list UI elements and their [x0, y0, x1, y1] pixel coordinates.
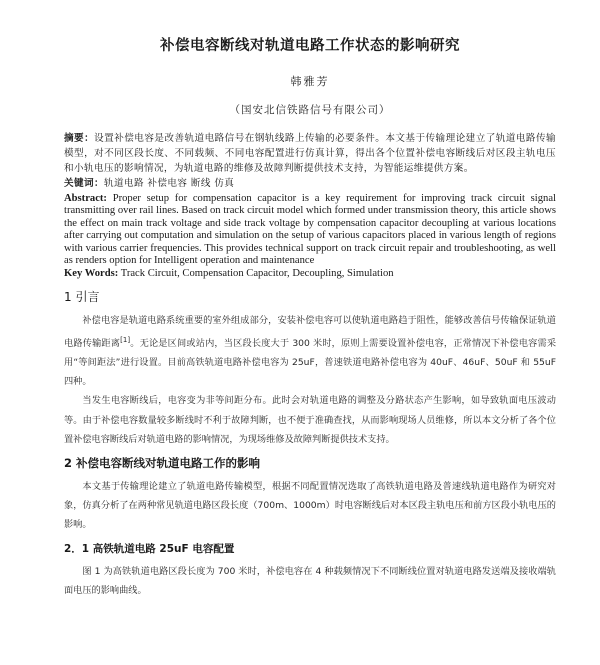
section-2-1-paragraph-1: 图 1 为高铁轨道电路区段长度为 700 米时，补偿电容在 4 种载频情况下不同断线位置对轨道电路发送端及接收端轨面电压的影响曲线。 — [64, 565, 556, 596]
abstract-cn — [64, 131, 556, 176]
keywords-cn-label: 关键词： — [64, 178, 104, 189]
paper-title: 补偿电容断线对轨道电路工作状态的影响研究 — [160, 38, 460, 54]
section-1-heading: 1 引言 — [64, 290, 100, 305]
citation-ref: [1] — [120, 335, 131, 344]
section-2-paragraph-1: 本文基于传输理论建立了轨道电路传输模型，根据不同配置情况选取了高铁轨道电路及普速线轨道电路作为研究对象，仿真分析了在两种常见轨道电路区段长度（700m、1000m）时电容断线后对本区段主轨电压和前方区段小轨电压的影响。 — [64, 480, 556, 531]
section-1-p1-part-a: 补偿电容是轨道电路系统重要的室外组成部分，安装补偿电容可以使轨道电路趋于阻性，能够改善信号传输保证轨道电路传输距离 — [64, 315, 556, 349]
abstract-en-text: Proper setup for compensation capacitor is a key requirement for improving track circuit signal transmitting over rail lines. Based on track circuit model which formed under transmission theory, this article shows the effect on main track voltage and side track voltage by compensation capacitor decoupling at various locations after carrying out computation and simulation on the setup of various capacitors placed in various length of regions with various carrier frequencies. This provides technical support on track circuit repair and troubleshooting, as well as renders option for Intelligent operation and maintenance — [64, 193, 556, 267]
section-1-paragraph-2: 当发生电容断线后，电容变为非等间距分布。此时会对轨道电路的调整及分路状态产生影响，如导致轨面电压波动等。由于补偿电容数量较多断线时不利于故障判断，也不便于准确查找，从而影响现场人员维修，所以本文分析了各个位置补偿电容断线后对轨道电路的影响情况，为现场维修及故障判断提供技术支持。 — [64, 395, 556, 445]
abstract-cn-text: 设置补偿电容是改善轨道电路信号在钢轨线路上传输的必要条件。本文基于传输理论建立了轨道电路传输模型，对不同区段长度、不同载频、不同电容配置进行仿真计算，得出各个位置补偿电容断线后对区段主轨电压和小轨电压的影响情况，为轨道电路的维修及故障判断提供技术支持，为智能运维提供方案。 — [64, 133, 556, 174]
section-1-paragraph-1 — [64, 311, 556, 391]
keywords-cn-text: 轨道电路 补偿电容 断线 仿真 — [103, 178, 235, 189]
author-affiliation: （国安北信铁路信号有限公司） — [229, 104, 391, 116]
section-1-p1-part-b: 。无论是区间或站内，当区段长度大于 300 米时，原则上需要设置补偿电容，正常情况下补偿电容需采用“等间距法”进行设置。目前高铁轨道电路补偿电容为 25uF，普速铁道电路补偿电容为 40uF、46uF、50uF 和 55uF 四种。 — [64, 337, 557, 388]
keywords-en — [64, 267, 556, 280]
abstract-en — [64, 193, 556, 267]
section-2-heading: 2 补偿电容断线对轨道电路工作的影响 — [64, 455, 261, 470]
keywords-en-text: Track Circuit, Compensation Capacitor, Decoupling, Simulation — [120, 268, 394, 280]
keywords-en-label: Key Words: — [64, 268, 119, 280]
author-name: 韩雅芳 — [290, 75, 330, 88]
section-2-1-heading: 2．1 高铁轨道电路 25uF 电容配置 — [64, 542, 235, 555]
abstract-en-label: Abstract: — [64, 193, 107, 204]
abstract-cn-label: 摘要： — [64, 133, 95, 144]
keywords-cn — [64, 176, 556, 191]
